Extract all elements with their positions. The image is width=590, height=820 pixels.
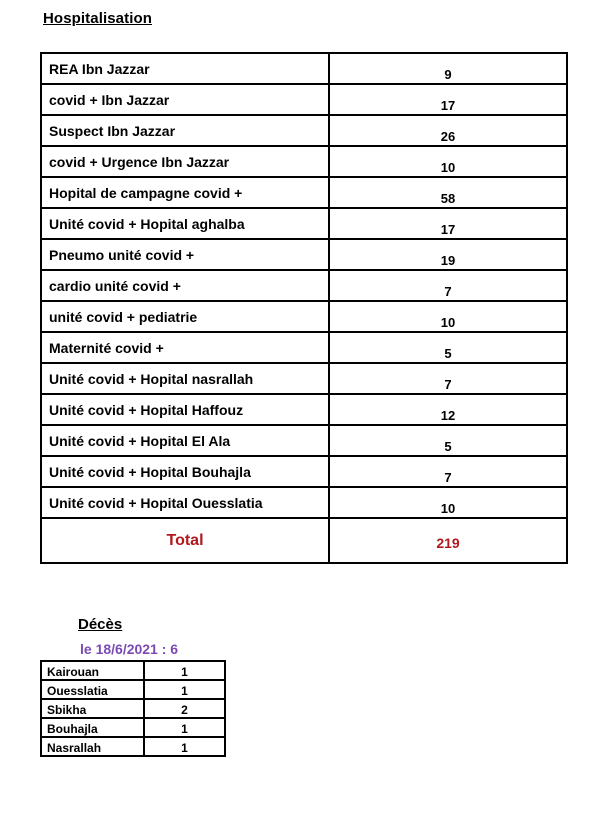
row-value: 10 [329,146,567,177]
table-row [41,53,567,84]
table-row [41,146,567,177]
row-value: 7 [329,363,567,394]
table-row [41,425,567,456]
row-label: Maternité covid + [41,332,329,363]
row-label: Unité covid + Hopital Haffouz [41,394,329,425]
row-value: 17 [329,208,567,239]
row-label: unité covid + pediatrie [41,301,329,332]
row-label: Pneumo unité covid + [41,239,329,270]
table-row [41,456,567,487]
row-value: 19 [329,239,567,270]
table-row [41,84,567,115]
row-label: Unité covid + Hopital Ouesslatia [41,487,329,518]
row-value: 12 [329,394,567,425]
row-value: 5 [329,425,567,456]
row-label: Unité covid + Hopital nasrallah [41,363,329,394]
table-row [41,332,567,363]
death-location: Sbikha [41,699,144,718]
death-count: 2 [144,699,225,718]
table-row [41,239,567,270]
row-value: 5 [329,332,567,363]
table-row [41,363,567,394]
death-location: Kairouan [41,661,144,680]
deces-title: Décès [78,616,123,633]
row-label: Unité covid + Hopital El Ala [41,425,329,456]
total-row [41,518,567,563]
row-label: Unité covid + Hopital Bouhajla [41,456,329,487]
total-value: 219 [329,518,567,563]
row-value: 9 [329,53,567,84]
row-value: 26 [329,115,567,146]
table-row [41,680,225,699]
table-row [41,737,225,756]
row-label: Unité covid + Hopital aghalba [41,208,329,239]
total-label: Total [41,518,329,563]
death-location: Bouhajla [41,718,144,737]
table-row [41,394,567,425]
row-label: covid + Ibn Jazzar [41,84,329,115]
table-row [41,270,567,301]
row-label: REA Ibn Jazzar [41,53,329,84]
death-count: 1 [144,680,225,699]
table-row [41,699,225,718]
row-label: covid + Urgence Ibn Jazzar [41,146,329,177]
table-row [41,487,567,518]
row-label: Hopital de campagne covid + [41,177,329,208]
row-value: 10 [329,487,567,518]
hospitalisation-table [40,52,568,564]
row-value: 17 [329,84,567,115]
hospitalisation-title: Hospitalisation [43,10,153,27]
death-location: Nasrallah [41,737,144,756]
table-row [41,718,225,737]
table-row [41,115,567,146]
row-label: cardio unité covid + [41,270,329,301]
table-row [41,177,567,208]
table-row [41,208,567,239]
deces-date-line: le 18/6/2021 : 6 [80,641,179,657]
row-value: 7 [329,456,567,487]
deaths-table [40,660,226,757]
death-count: 1 [144,737,225,756]
death-count: 1 [144,661,225,680]
row-value: 10 [329,301,567,332]
table-row [41,301,567,332]
death-location: Ouesslatia [41,680,144,699]
row-value: 58 [329,177,567,208]
row-label: Suspect Ibn Jazzar [41,115,329,146]
death-count: 1 [144,718,225,737]
row-value: 7 [329,270,567,301]
table-row [41,661,225,680]
